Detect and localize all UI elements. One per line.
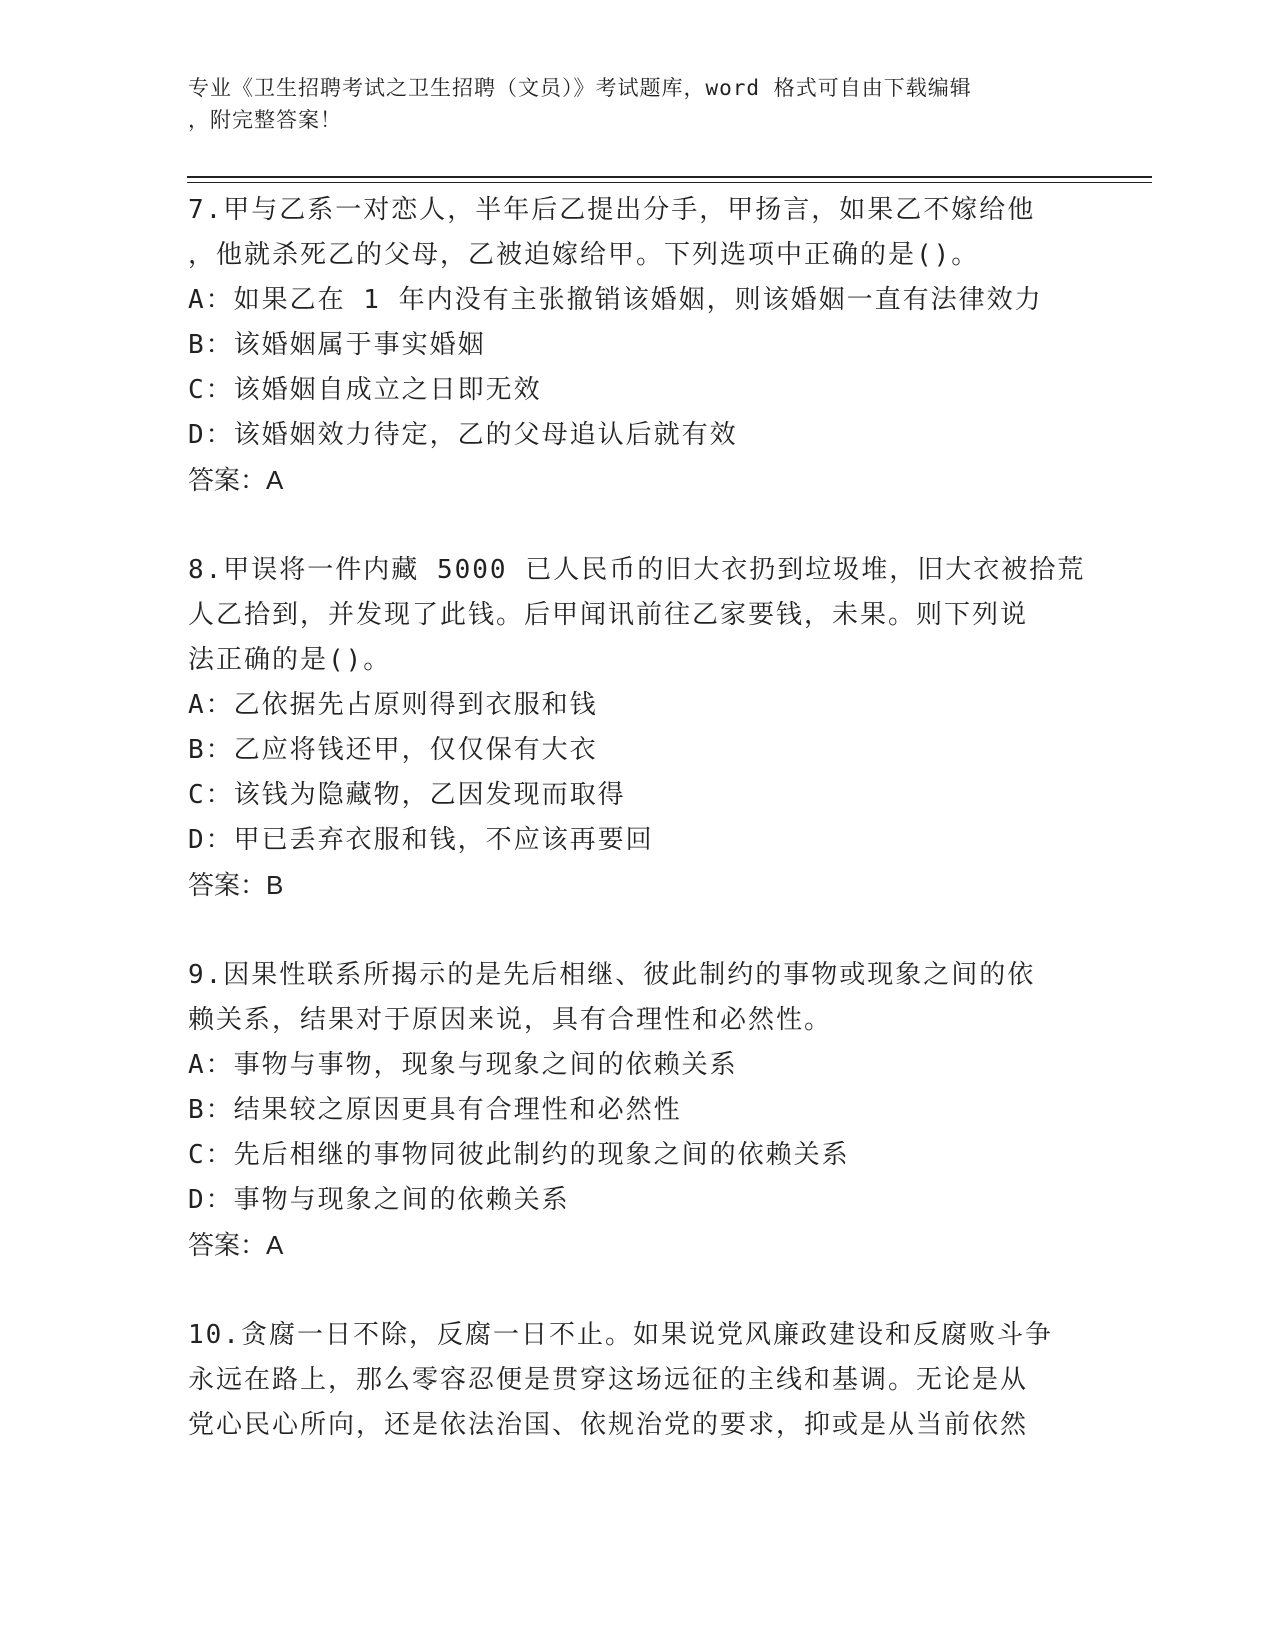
question-line: 永远在路上，那么零容忍便是贯穿这场远征的主线和基调。无论是从 (188, 1365, 1029, 1395)
option-c: C：先后相继的事物同彼此制约的现象之间的依赖关系 (188, 1140, 850, 1170)
option-b: B：结果较之原因更具有合理性和必然性 (188, 1095, 682, 1125)
question-spacer (188, 503, 1088, 548)
document-header (188, 72, 1068, 136)
question-line: 7.甲与乙系一对恋人，半年后乙提出分手，甲扬言，如果乙不嫁给他 (188, 195, 1036, 225)
question-9 (188, 953, 1088, 1268)
answer-label: 答案：A (188, 465, 284, 495)
header-line-1: 专业《卫生招聘考试之卫生招聘（文员）》考试题库，word 格式可自由下载编辑 (188, 76, 972, 100)
answer-label: 答案：B (188, 870, 284, 900)
header-divider-thin (187, 182, 1152, 183)
header-divider-thick (187, 176, 1152, 178)
question-list (188, 188, 1088, 1448)
question-text (188, 188, 1088, 278)
question-spacer (188, 1268, 1088, 1313)
question-line: ，他就杀死乙的父母，乙被迫嫁给甲。下列选项中正确的是()。 (188, 240, 980, 270)
question-line: 8.甲误将一件内藏 5000 已人民币的旧大衣扔到垃圾堆，旧大衣被拾荒 (188, 555, 1086, 585)
question-line: 9.因果性联系所揭示的是先后相继、彼此制约的事物或现象之间的依 (188, 960, 1036, 990)
option-c: C：该婚姻自成立之日即无效 (188, 375, 542, 405)
option-a: A：乙依据先占原则得到衣服和钱 (188, 690, 598, 720)
option-a: A：如果乙在 1 年内没有主张撤销该婚姻，则该婚姻一直有法律效力 (188, 285, 1043, 315)
question-text (188, 953, 1088, 1043)
question-text (188, 1313, 1088, 1448)
option-d: D：甲已丢弃衣服和钱，不应该再要回 (188, 825, 654, 855)
question-line: 法正确的是()。 (188, 645, 392, 675)
question-line: 10.贪腐一日不除，反腐一日不止。如果说党风廉政建设和反腐败斗争 (188, 1320, 1053, 1350)
option-a: A：事物与事物，现象与现象之间的依赖关系 (188, 1050, 738, 1080)
question-8 (188, 548, 1088, 908)
option-d: D：该婚姻效力待定，乙的父母追认后就有效 (188, 420, 738, 450)
answer-label: 答案：A (188, 1230, 284, 1260)
question-spacer (188, 908, 1088, 953)
question-7 (188, 188, 1088, 503)
question-line: 党心民心所向，还是依法治国、依规治党的要求，抑或是从当前依然 (188, 1410, 1029, 1440)
question-text (188, 548, 1088, 683)
header-line-2: ，附完整答案！ (188, 108, 342, 132)
option-d: D：事物与现象之间的依赖关系 (188, 1185, 570, 1215)
question-line: 人乙拾到，并发现了此钱。后甲闻讯前往乙家要钱，未果。则下列说 (188, 600, 1029, 630)
question-10 (188, 1313, 1088, 1448)
option-b: B：乙应将钱还甲，仅仅保有大衣 (188, 735, 598, 765)
option-c: C：该钱为隐藏物，乙因发现而取得 (188, 780, 626, 810)
question-line: 赖关系，结果对于原因来说，具有合理性和必然性。 (188, 1005, 833, 1035)
option-b: B：该婚姻属于事实婚姻 (188, 330, 486, 360)
